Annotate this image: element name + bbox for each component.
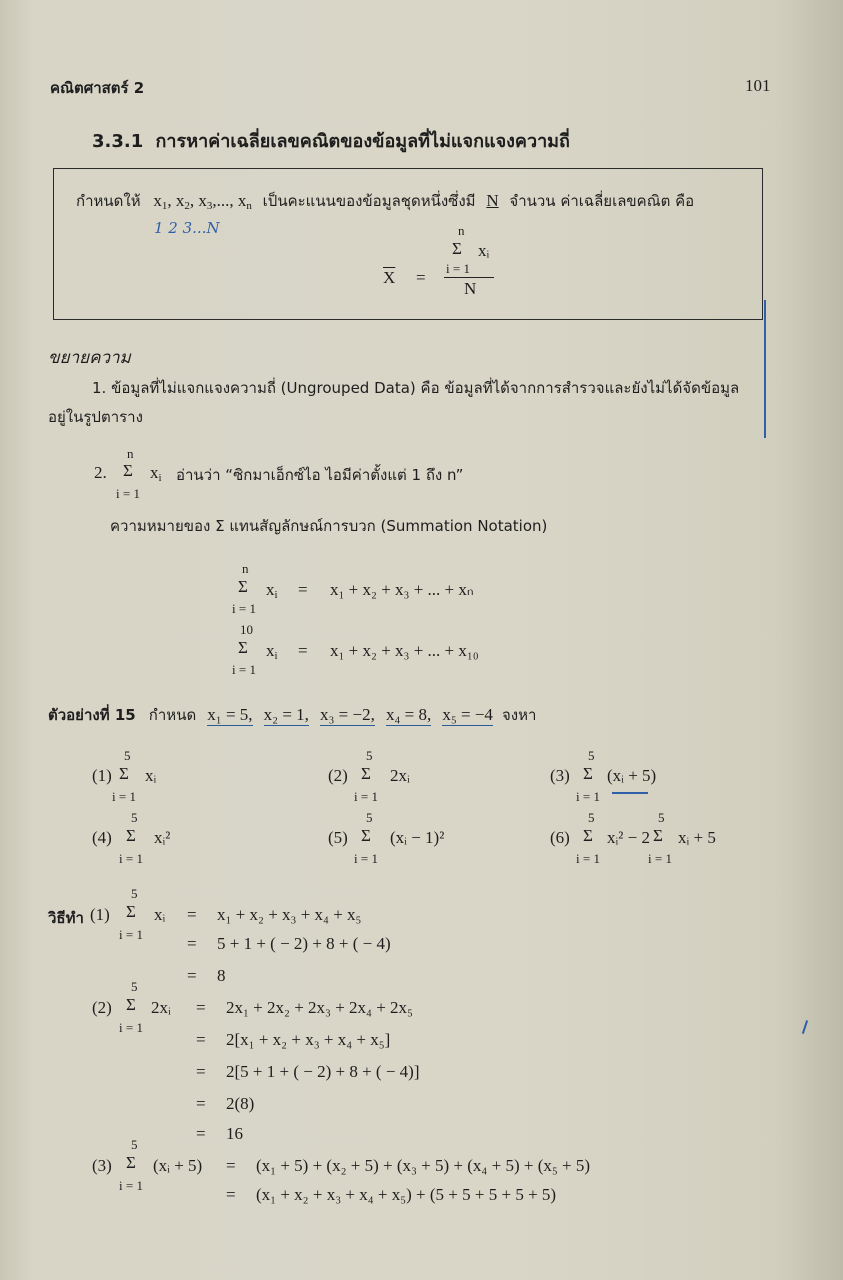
given-x3: x₃ = −2, — [320, 705, 375, 724]
task6-upper2: 5 — [658, 810, 665, 825]
task3-expr: (xᵢ + 5) — [607, 766, 657, 785]
formula-lower: i = 1 — [446, 261, 470, 276]
s1-eq3: = — [187, 966, 197, 985]
s2-eq4: = — [196, 1094, 206, 1113]
formula-denominator: N — [464, 279, 477, 298]
sum-n-upper: n — [242, 561, 249, 576]
example-find: จงหา — [502, 706, 537, 724]
item2-sigma-lower: i = 1 — [116, 486, 140, 501]
sum-10-lower: i = 1 — [232, 662, 256, 677]
task4-label: (4) — [92, 828, 112, 847]
sum-10-equals: = — [298, 641, 308, 660]
task2-lower: i = 1 — [354, 789, 378, 804]
task6-sigma2: Σ — [653, 826, 663, 845]
task6-expr2: xᵢ + 5 — [678, 828, 716, 847]
mean-equals: = — [416, 268, 426, 287]
task1-upper: 5 — [124, 748, 131, 763]
task6-label: (6) — [550, 828, 570, 847]
s3-lhs: (xᵢ + 5) — [153, 1156, 203, 1175]
definition-after-n: จำนวน ค่าเฉลี่ยเลขคณิต คือ — [509, 192, 695, 210]
s2-upper: 5 — [131, 979, 138, 994]
task6-lower: i = 1 — [576, 851, 600, 866]
task5-sigma: Σ — [361, 826, 371, 845]
given-x4: x₄ = 8, — [385, 705, 432, 724]
s2-line4: 2(8) — [226, 1094, 255, 1113]
s2-sigma: Σ — [126, 995, 136, 1014]
sum-10-sigma: Σ — [238, 638, 248, 657]
task1-lower: i = 1 — [112, 789, 136, 804]
task5-upper: 5 — [366, 810, 373, 825]
s2-eq5: = — [196, 1124, 206, 1143]
mean-symbol: $\overline{X}$ — [383, 268, 396, 287]
formula-sigma: Σ — [452, 239, 462, 258]
item2-sigma: Σ — [123, 461, 133, 480]
task3-upper: 5 — [588, 748, 595, 763]
task4-lower: i = 1 — [119, 851, 143, 866]
s1-lower: i = 1 — [119, 927, 143, 942]
task1-label: (1) — [92, 766, 112, 785]
s2-lower: i = 1 — [119, 1020, 143, 1035]
s1-line2: 5 + 1 + ( − 2) + 8 + ( − 4) — [217, 934, 391, 953]
s2-eq1: = — [196, 998, 206, 1017]
definition-variables: $x_1$, $x_2$, $x_3$,..., $x_n$ — [153, 191, 252, 212]
task4-upper: 5 — [131, 810, 138, 825]
example-line — [48, 703, 536, 727]
s2-line1: 2x₁ + 2x₂ + 2x₃ + 2x₄ + 2x₅ — [226, 998, 413, 1017]
s1-label: (1) — [90, 905, 110, 924]
sum-n-lower: i = 1 — [232, 601, 256, 616]
item2-term: $x_i$ — [150, 463, 162, 484]
example-label: ตัวอย่างที่ 15 — [48, 706, 136, 724]
s3-eq1: = — [226, 1156, 236, 1175]
s2-label: (2) — [92, 998, 112, 1017]
section-title: การหาค่าเฉลี่ยเลขคณิตของข้อมูลที่ไม่แจกแจงความถี่ — [155, 131, 570, 152]
explanation-item2-number: 2. — [94, 463, 107, 482]
s2-line2: 2[x₁ + x₂ + x₃ + x₄ + x₅] — [226, 1030, 391, 1049]
sum-10-term: $x_i$ — [266, 641, 278, 662]
section-heading — [92, 126, 570, 155]
definition-intro: กำหนดให้ — [76, 192, 141, 210]
task6-lower2: i = 1 — [648, 851, 672, 866]
definition-n: N — [486, 191, 499, 210]
task5-lower: i = 1 — [354, 851, 378, 866]
definition-box — [53, 168, 763, 320]
given-x1: x₁ = 5, — [207, 705, 253, 724]
margin-pen-line — [764, 300, 766, 438]
s3-line2: (x₁ + x₂ + x₃ + x₄ + x₅) + (5 + 5 + 5 + 5 + 5) — [256, 1185, 557, 1204]
definition-sentence — [76, 189, 694, 213]
task1-expr: xᵢ — [145, 766, 157, 785]
task6-upper: 5 — [588, 810, 595, 825]
task6-expr: xᵢ² − 2 — [607, 828, 650, 847]
task4-expr: xᵢ² — [154, 828, 171, 847]
formula-upper: n — [458, 223, 465, 238]
s2-line5: 16 — [226, 1124, 243, 1143]
task5-label: (5) — [328, 828, 348, 847]
task2-sigma: Σ — [361, 764, 371, 783]
s3-line1: (x₁ + 5) + (x₂ + 5) + (x₃ + 5) + (x₄ + 5) + (x₅ + 5) — [256, 1156, 591, 1175]
s3-label: (3) — [92, 1156, 112, 1175]
definition-after-vars: เป็นคะแนนของข้อมูลชุดหนึ่งซึ่งมี — [262, 192, 476, 210]
s2-line3: 2[5 + 1 + ( − 2) + 8 + ( − 4)] — [226, 1062, 420, 1081]
task2-label: (2) — [328, 766, 348, 785]
book-title: คณิตศาสตร์ 2 — [50, 79, 145, 97]
task1-sigma: Σ — [119, 764, 129, 783]
s3-eq2: = — [226, 1185, 236, 1204]
sum-n-rhs: x₁ + x₂ + x₃ + ... + xₙ — [330, 580, 474, 599]
s1-upper: 5 — [131, 886, 138, 901]
explanation-heading: ขยายความ — [48, 348, 131, 368]
sum-n-equals: = — [298, 580, 308, 599]
s3-upper: 5 — [131, 1137, 138, 1152]
task5-expr: (xᵢ − 1)² — [390, 828, 445, 847]
solution-label: วิธีทำ — [48, 909, 84, 927]
explanation-item2-text: อ่านว่า “ซิกมาเอ็กซ์ไอ ไอมีค่าตั้งแต่ 1 ถึง n” — [176, 466, 464, 484]
s1-line3: 8 — [217, 966, 226, 985]
sum-n-sigma: Σ — [238, 577, 248, 596]
explanation-meaning: ความหมายของ Σ แทนสัญลักษณ์การบวก (Summation Notation) — [110, 517, 548, 535]
sum-10-rhs: x₁ + x₂ + x₃ + ... + x₁₀ — [330, 641, 479, 660]
given-x2: x₂ = 1, — [263, 705, 309, 724]
s3-sigma: Σ — [126, 1153, 136, 1172]
task2-expr: 2xᵢ — [390, 766, 410, 785]
fraction-bar — [444, 277, 494, 278]
s1-lhs: xᵢ — [154, 905, 166, 924]
s1-sigma: Σ — [126, 902, 136, 921]
task4-sigma: Σ — [126, 826, 136, 845]
page-number: 101 — [745, 76, 771, 95]
handwritten-note: 1 2 3...N — [154, 219, 220, 237]
task3-sigma: Σ — [583, 764, 593, 783]
explanation-item1-line2: อยู่ในรูปตาราง — [48, 408, 143, 426]
task3-lower: i = 1 — [576, 789, 600, 804]
example-intro: กำหนด — [148, 706, 197, 724]
item2-sigma-upper: n — [127, 446, 134, 461]
pen-underline-task3 — [612, 792, 648, 794]
explanation-item1-line1: 1. ข้อมูลที่ไม่แจกแจงความถี่ (Ungrouped Data) คือ ข้อมูลที่ได้จากการสำรวจและยังไม่ได้จัดข้อมูล — [92, 379, 740, 397]
task6-sigma: Σ — [583, 826, 593, 845]
sum-10-upper: 10 — [240, 622, 253, 637]
given-x5: x₅ = −4 — [442, 705, 493, 724]
task2-upper: 5 — [366, 748, 373, 763]
margin-pen-tick — [802, 1020, 808, 1034]
s1-line1: x₁ + x₂ + x₃ + x₄ + x₅ — [217, 905, 362, 924]
s1-eq2: = — [187, 934, 197, 953]
s2-eq3: = — [196, 1062, 206, 1081]
s1-eq1: = — [187, 905, 197, 924]
s2-lhs: 2xᵢ — [151, 998, 171, 1017]
section-number: 3.3.1 — [92, 131, 144, 152]
s3-lower: i = 1 — [119, 1178, 143, 1193]
sum-n-term: $x_i$ — [266, 580, 278, 601]
s2-eq2: = — [196, 1030, 206, 1049]
formula-term: xᵢ — [478, 241, 490, 260]
task3-label: (3) — [550, 766, 570, 785]
